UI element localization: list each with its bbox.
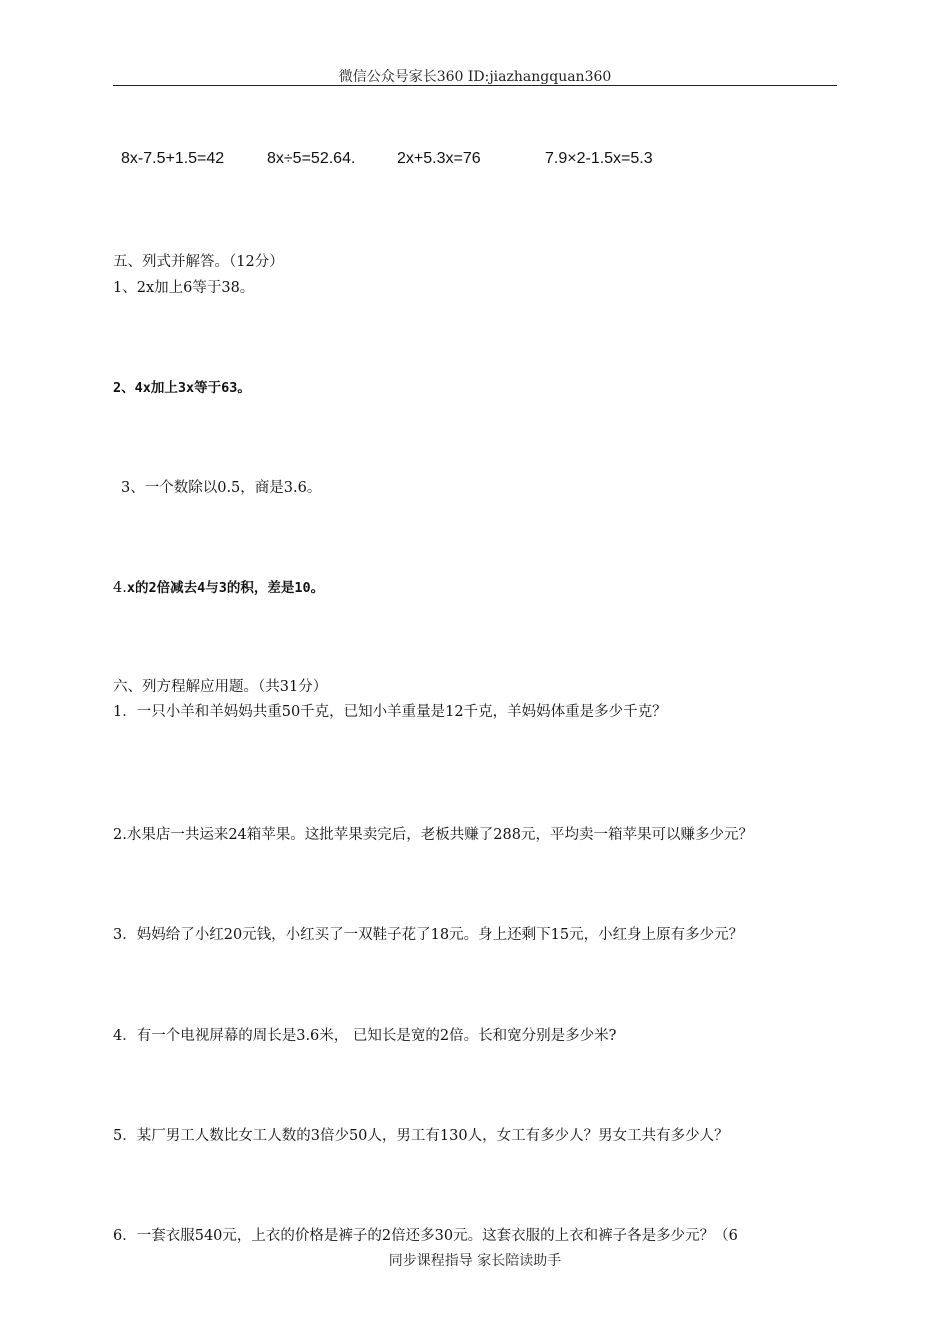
section5-q2: 2、4x加上3x等于63。 [113, 380, 251, 396]
section5-q3: 3、一个数除以0.5，商是3.6。 [121, 480, 322, 496]
section6-problem-6: 6．一套衣服540元，上衣的价格是裤子的2倍还多30元。这套衣服的上衣和裤子各是多少元？（6 [113, 1228, 738, 1244]
page-header: 微信公众号家长360 ID:jiazhangquan360 [338, 69, 612, 85]
equation-2: 8x÷5=52.64. [267, 150, 356, 167]
section6-problem-2: 2.水果店一共运来24箱苹果。这批苹果卖完后，老板共赚了288元，平均卖一箱苹果可以赚多少元？ [113, 827, 753, 843]
header-rule [113, 85, 837, 86]
section6-problem-5: 5．某厂男工人数比女工人数的3倍少50人，男工有130人，女工有多少人？男女工共有多少人？ [113, 1128, 729, 1144]
section6-problem-1: 1．一只小羊和羊妈妈共重50千克，已知小羊重量是12千克，羊妈妈体重是多少千克？ [113, 704, 667, 720]
section5-q1: 1、2x加上6等于38。 [113, 280, 255, 296]
equation-3: 2x+5.3x=76 [397, 150, 481, 167]
equation-4: 7.9×2-1.5x=5.3 [545, 150, 653, 167]
section5-q4-number: 4. [113, 580, 127, 596]
equation-1: 8x-7.5+1.5=42 [121, 150, 225, 167]
section6-title: 六、列方程解应用题。（共31分） [113, 679, 328, 695]
section5-title: 五、列式并解答。（12分） [113, 254, 284, 270]
section6-problem-3: 3．妈妈给了小红20元钱，小红买了一双鞋子花了18元。身上还剩下15元，小红身上原有多少元？ [113, 927, 744, 943]
section6-problem-4: 4．有一个电视屏幕的周长是3.6米， 已知长是宽的2倍。长和宽分别是多少米? [113, 1028, 617, 1044]
page-footer: 同步课程指导 家长陪读助手 [388, 1253, 562, 1269]
section5-q4-text: x的2倍减去4与3的积，差是10。 [126, 580, 325, 596]
section5-q4 [113, 576, 324, 596]
